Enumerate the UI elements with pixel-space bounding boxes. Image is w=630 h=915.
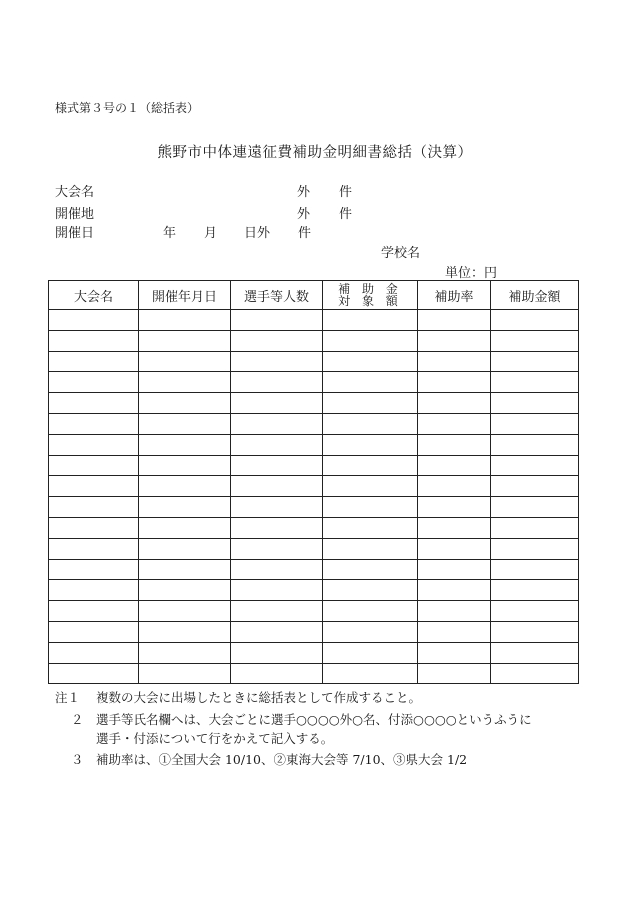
table-cell (231, 517, 323, 538)
table-cell (139, 393, 231, 414)
table-cell (491, 497, 579, 518)
page-title: 熊野市中体連遠征費補助金明細書総括（決算） (157, 145, 473, 161)
table-cell (49, 393, 139, 414)
table-cell (418, 497, 491, 518)
table-cell (49, 517, 139, 538)
table-row (49, 372, 579, 393)
table-cell (231, 434, 323, 455)
table-cell (323, 580, 418, 601)
table-cell (491, 434, 579, 455)
summary-table (48, 280, 579, 684)
table-cell (139, 476, 231, 497)
table-cell (323, 601, 418, 622)
table-cell (491, 559, 579, 580)
table-row (49, 393, 579, 414)
kaisaibi-nen: 年 (163, 226, 177, 241)
table-cell (231, 393, 323, 414)
table-cell (418, 517, 491, 538)
taikai-label: 大会名 (55, 185, 95, 200)
header-taikai: 大会名 (49, 281, 139, 310)
table-row (49, 413, 579, 434)
table-cell (491, 310, 579, 331)
table-cell (418, 538, 491, 559)
kaisaichi-soto: 外 (297, 207, 311, 222)
header-rate: 補助率 (418, 281, 491, 310)
table-cell (139, 601, 231, 622)
table-cell (139, 413, 231, 434)
table-cell (231, 351, 323, 372)
table-row (49, 517, 579, 538)
table-cell (139, 330, 231, 351)
table-cell (323, 372, 418, 393)
table-cell (49, 372, 139, 393)
table-cell (49, 330, 139, 351)
table-cell (491, 621, 579, 642)
header-target-amount-line1: 補 助 金 (338, 282, 402, 296)
kaisaibi-nichi-soto: 日外 (244, 226, 271, 241)
table-cell (231, 538, 323, 559)
table-cell (49, 434, 139, 455)
table-cell (49, 497, 139, 518)
table-cell (491, 476, 579, 497)
table-cell (323, 559, 418, 580)
table-cell (418, 310, 491, 331)
table-cell (49, 601, 139, 622)
table-header-row (49, 281, 579, 310)
table-row (49, 330, 579, 351)
table-cell (231, 642, 323, 663)
table-cell (323, 663, 418, 684)
table-cell (418, 559, 491, 580)
note3-number: ３ (71, 752, 84, 767)
table-cell (418, 393, 491, 414)
table-cell (418, 663, 491, 684)
table-cell (231, 621, 323, 642)
table-cell (491, 663, 579, 684)
note1-text: 複数の大会に出場したときに総括表として作成すること。 (96, 690, 422, 705)
table-cell (139, 517, 231, 538)
table-row (49, 455, 579, 476)
table-cell (49, 580, 139, 601)
table-row (49, 601, 579, 622)
table-cell (491, 413, 579, 434)
table-cell (139, 663, 231, 684)
table-cell (231, 310, 323, 331)
taikai-ken: 件 (339, 185, 353, 200)
table-cell (323, 476, 418, 497)
table-cell (323, 393, 418, 414)
table-cell (49, 455, 139, 476)
table-cell (491, 642, 579, 663)
table-cell (231, 413, 323, 434)
table-cell (418, 351, 491, 372)
table-row (49, 434, 579, 455)
table-cell (139, 642, 231, 663)
table-row (49, 642, 579, 663)
table-cell (323, 434, 418, 455)
table-cell (231, 497, 323, 518)
table-cell (139, 372, 231, 393)
table-cell (323, 517, 418, 538)
note2-line2: 選手・付添について行をかえて記入する。 (96, 731, 334, 746)
table-row (49, 351, 579, 372)
table-cell (491, 601, 579, 622)
kaisaibi-ken: 件 (298, 226, 312, 241)
table-row (49, 476, 579, 497)
table-cell (418, 372, 491, 393)
table-cell (231, 559, 323, 580)
note1-number: 注１ (55, 690, 81, 705)
table-cell (139, 497, 231, 518)
table-cell (491, 580, 579, 601)
taikai-soto: 外 (297, 185, 311, 200)
table-cell (49, 351, 139, 372)
table-cell (139, 434, 231, 455)
school-label: 学校名 (381, 246, 421, 261)
table-cell (323, 330, 418, 351)
kaisaichi-label: 開催地 (55, 207, 95, 222)
note2-number: ２ (71, 712, 84, 727)
table-cell (139, 455, 231, 476)
header-target-amount (323, 281, 418, 310)
table-cell (491, 517, 579, 538)
table-cell (231, 330, 323, 351)
table-cell (49, 621, 139, 642)
table-cell (323, 351, 418, 372)
table-cell (491, 455, 579, 476)
table-cell (139, 559, 231, 580)
table-row (49, 559, 579, 580)
kaisaibi-tsuki: 月 (204, 226, 218, 241)
header-date: 開催年月日 (139, 281, 231, 310)
header-target-amount-line2: 対 象 額 (338, 294, 402, 308)
table-cell (323, 538, 418, 559)
table-cell (418, 413, 491, 434)
table-cell (231, 601, 323, 622)
table-cell (231, 580, 323, 601)
form-number: 様式第３号の１（総括表） (55, 101, 200, 115)
table-cell (323, 621, 418, 642)
header-amount: 補助金額 (491, 281, 579, 310)
table-cell (139, 351, 231, 372)
table-cell (139, 538, 231, 559)
table-cell (49, 413, 139, 434)
table-cell (418, 434, 491, 455)
table-cell (491, 393, 579, 414)
table-cell (418, 601, 491, 622)
table-row (49, 580, 579, 601)
table-cell (491, 351, 579, 372)
table-cell (49, 663, 139, 684)
table-cell (49, 310, 139, 331)
table-cell (323, 455, 418, 476)
table-cell (139, 310, 231, 331)
table-cell (491, 538, 579, 559)
table-cell (139, 621, 231, 642)
table-row (49, 538, 579, 559)
table-cell (323, 642, 418, 663)
table-row (49, 310, 579, 331)
kaisaibi-label: 開催日 (55, 226, 95, 241)
table-cell (323, 413, 418, 434)
table-row (49, 663, 579, 684)
table-row (49, 621, 579, 642)
kaisaichi-ken: 件 (339, 207, 353, 222)
table-cell (418, 621, 491, 642)
table-cell (49, 642, 139, 663)
note2-line1: 選手等氏名欄へは、大会ごとに選手○○○○外○名、付添○○○○というふうに (96, 712, 532, 727)
table-cell (323, 497, 418, 518)
table-cell (491, 330, 579, 351)
table-cell (49, 538, 139, 559)
note3-text: 補助率は、①全国大会 10/10、②東海大会等 7/10、③県大会 1/2 (96, 752, 468, 767)
table-cell (418, 580, 491, 601)
table-row (49, 497, 579, 518)
unit-label: 単位：円 (445, 266, 498, 281)
table-cell (418, 455, 491, 476)
table-cell (231, 455, 323, 476)
table-cell (418, 330, 491, 351)
table-cell (49, 559, 139, 580)
table-cell (231, 372, 323, 393)
table-cell (323, 310, 418, 331)
table-cell (231, 476, 323, 497)
table-cell (418, 476, 491, 497)
table-cell (231, 663, 323, 684)
table-cell (491, 372, 579, 393)
table-cell (418, 642, 491, 663)
table-cell (139, 580, 231, 601)
table-cell (49, 476, 139, 497)
header-count: 選手等人数 (231, 281, 323, 310)
